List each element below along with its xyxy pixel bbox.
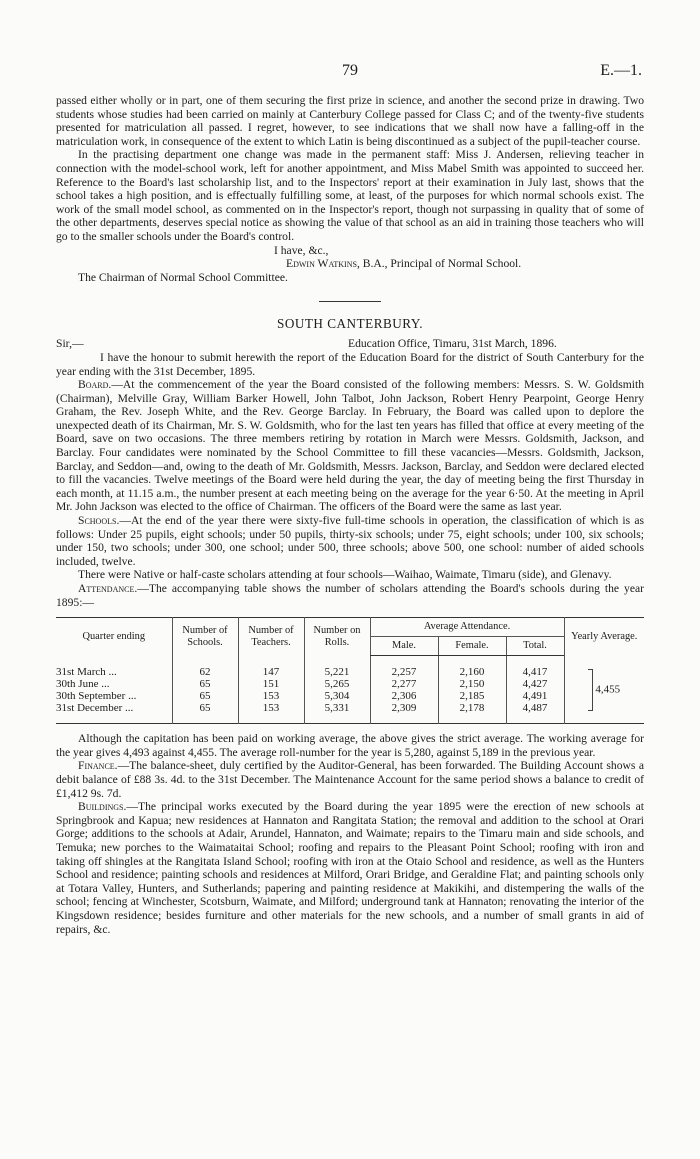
attendance-heading: Attendance. [78, 582, 138, 595]
paragraph-submit: I have the honour to submit herewith the report of the Education Board for the district of South Canterbury for the year ending with the 31st December, 1895. [56, 350, 644, 378]
female-cell: 2,185 [438, 690, 506, 702]
sign-off-closing: I have, &c., [274, 243, 329, 257]
quarter-cell: 30th September ... [56, 690, 137, 703]
header-yearly-average: Yearly Average. [564, 618, 644, 656]
paragraph-attendance [56, 582, 644, 609]
male-cell: 2,306 [370, 690, 438, 702]
attendance-table [56, 617, 644, 724]
buildings-heading: Buildings. [78, 800, 127, 814]
teachers-cell: 147 [238, 666, 304, 678]
addressee: The Chairman of Normal School Committee. [78, 270, 288, 284]
quarter-cell: 31st March ... [56, 666, 117, 679]
yearly-average-cell [564, 666, 644, 714]
male-cell: 2,309 [370, 702, 438, 714]
header-male: Male. [370, 637, 438, 656]
schools-cell: 65 [172, 702, 238, 714]
schools-text: —At the end of the year there were sixty-five full-time schools in operation, the classification of which is as follows: Under 25 pupils, eight schools; under 50 pupils, thirty-six schools; under 75, eight schools; under 100, six schools; under 150, two schools; under 300, one school; under 500, three schools; above 500, one school: number of aided schools included, twelve. [56, 514, 644, 568]
rolls-cell: 5,221 [304, 666, 370, 678]
header-female: Female. [438, 637, 506, 656]
yearly-average-value: 4,455 [595, 683, 621, 696]
board-heading: Board. [78, 378, 112, 392]
table-row [56, 702, 644, 714]
page-body [56, 94, 644, 936]
header-total: Total. [506, 637, 564, 656]
attendance-text: —The accompanying table shows the number of scholars attending the Board's schools during the year 1895:— [56, 582, 644, 609]
quarter-cell: 30th June ... [56, 678, 110, 691]
header-number-on-rolls: Number on Rolls. [304, 618, 370, 656]
document-reference: E.—1. [600, 62, 642, 79]
total-cell: 4,417 [506, 666, 564, 678]
table-row [56, 666, 644, 678]
total-cell: 4,487 [506, 702, 564, 714]
paragraph-schools [56, 514, 644, 568]
total-cell: 4,427 [506, 678, 564, 690]
sign-off-signature [56, 257, 644, 271]
paragraph-native-scholars: There were Native or half-caste scholars attending at four schools—Waihao, Waimate, Timaru (side), and Glenavy. [78, 568, 612, 582]
finance-heading: Finance. [78, 759, 118, 773]
page-header [56, 62, 644, 82]
quarter-cell: 31st December ... [56, 702, 134, 715]
section-divider [319, 301, 381, 302]
paragraph-intro: passed either wholly or in part, one of them securing the first prize in science, and another the second prize in drawing. Two students whose studies had been carried on mainly at Canterbury College passed for Class C; and of the twenty-five students presented for matriculation all passed. I regret, however, to see indications that we shall now have a falling-off in the matriculation work, in consequence of the extent to which Latin is being discontinued as a subject of the pupil-teacher course. [56, 94, 644, 148]
table-row [56, 690, 644, 702]
rolls-cell: 5,331 [304, 702, 370, 714]
finance-text: —The balance-sheet, duly certified by the Auditor-General, has been forwarded. The Building Account shows a debit balance of £88 3s. 4d. to the 31st December. The Maintenance Account for the same period shows a balance to credit of £1,412 9s. 7d. [56, 759, 644, 800]
female-cell: 2,160 [438, 666, 506, 678]
header-average-attendance: Average Attendance. [370, 618, 564, 637]
paragraph-board [56, 378, 644, 514]
brace [588, 669, 593, 711]
female-cell: 2,178 [438, 702, 506, 714]
schools-cell: 65 [172, 678, 238, 690]
paragraph-capitation: Although the capitation has been paid on working average, the above gives the strict average. The working average for the year gives 4,493 against 4,455. The average roll-number for the year is 5,280, against 5,189 in the previous year. [56, 732, 644, 759]
rolls-cell: 5,265 [304, 678, 370, 690]
header-quarter-ending: Quarter ending [82, 630, 146, 642]
paragraph-practising-department: In the practising department one change was made in the permanent staff: Miss J. Andersen, relieving teacher in connection with the model-school work, left for another appointment, and Miss Mabel Smith was appointed to succeed her. Reference to the Board's last scholarship list, and to the Inspectors' report at their examination in July last, shows that the school takes a high position, and is effectually fulfilling some, at least, of the purposes for which normal schools exist. The work of the small model school, as commented on in the Inspector's report, though not surpassing in quality that of some of the other departments, deserves special notice as showing the value of that school as an aid in training those teachers who will go to the smaller schools under the Board's control. [56, 148, 644, 243]
salutation-line [56, 337, 644, 351]
signatory-name: Edwin Watkins [286, 257, 357, 271]
schools-heading: Schools. [78, 514, 120, 528]
salutation: Sir,— [56, 336, 84, 350]
board-text: —At the commencement of the year the Board consisted of the following members: Messrs. S. W. Goldsmith (Chairman), Melville Gray, William Barker Howell, John Talbot, John Jackson, Robert Henry Pearpoint, George Henry Graham, the Rev. Joseph White, and the Rev. George Barclay. In February, the Board was called upon to deplore the unexpected death of its Chairman, Mr. S. W. Goldsmith, who for the last ten years has filled that office at every meeting of the Board, save on two occasions. The three members retiring by rotation in March were Messrs. Goldsmith, Jackson, and Barclay. Four candidates were nominated by the School Committee to fill these vacancies—Messrs. Goldsmith, Jackson, Barclay, and Seddon—and, owing to the death of Mr. Goldsmith, Messrs. Jackson, Barclay, and Seddon were declared elected to fill the vacancies. Twelve meetings of the Board were held during the year, the day of meeting being the first Thursday in each month, at 11.15 a.m., the number present at each meeting being on the average for the year 6·50. At the meeting in April Mr. John Jackson was elected to the office of Chairman. The officers of the Board were the same as last year. [56, 378, 644, 514]
teachers-cell: 153 [238, 690, 304, 702]
signatory-title: , B.A., Principal of Normal School. [356, 257, 522, 271]
male-cell: 2,277 [370, 678, 438, 690]
rolls-cell: 5,304 [304, 690, 370, 702]
paragraph-finance [56, 759, 644, 800]
teachers-cell: 153 [238, 702, 304, 714]
header-number-of-schools: Number of Schools. [172, 618, 238, 656]
schools-cell: 62 [172, 666, 238, 678]
dateline: Education Office, Timaru, 31st March, 1896. [348, 336, 557, 350]
teachers-cell: 151 [238, 678, 304, 690]
buildings-text: —The principal works executed by the Board during the year 1895 were the erection of new schools at Springbrook and Kapua; new residences at Hannaton and Rangitata Station; the removal and addition to the school at Orari Gorge; additions to the schools at Adair, Arundel, Hannaton, and Waimate; repairs to the Timaru main and side schools, and Temuka; new porches to the Waimataitai School; roofing and repairs to the Pleasant Point School; roofing with iron and taking off shingles at the Rangitata Island School; roofing with iron at the Otaio School and residence, as well as the Hunters School and residence; painting schools and residences at Milford, Orari Bridge, and Geraldine Flat; and painting schools only at Totara Valley, Hunters, and Sutherlands; papering and painting residence at Makikihi, and distempering the walls of the school; fencing at Winchester, Scotsburn, Waimate, and Milford; underground tank at Hannaton; renovating the interior of the Kingsdown residence; besides furniture and other materials for the new schools, and a number of small grants in aid of repairs, &c. [56, 800, 644, 936]
schools-cell: 65 [172, 690, 238, 702]
page-number: 79 [342, 62, 358, 79]
header-number-of-teachers: Number of Teachers. [238, 618, 304, 656]
table-row [56, 678, 644, 690]
total-cell: 4,491 [506, 690, 564, 702]
male-cell: 2,257 [370, 666, 438, 678]
female-cell: 2,150 [438, 678, 506, 690]
paragraph-buildings [56, 800, 644, 936]
section-title: SOUTH CANTERBURY. [276, 316, 423, 332]
